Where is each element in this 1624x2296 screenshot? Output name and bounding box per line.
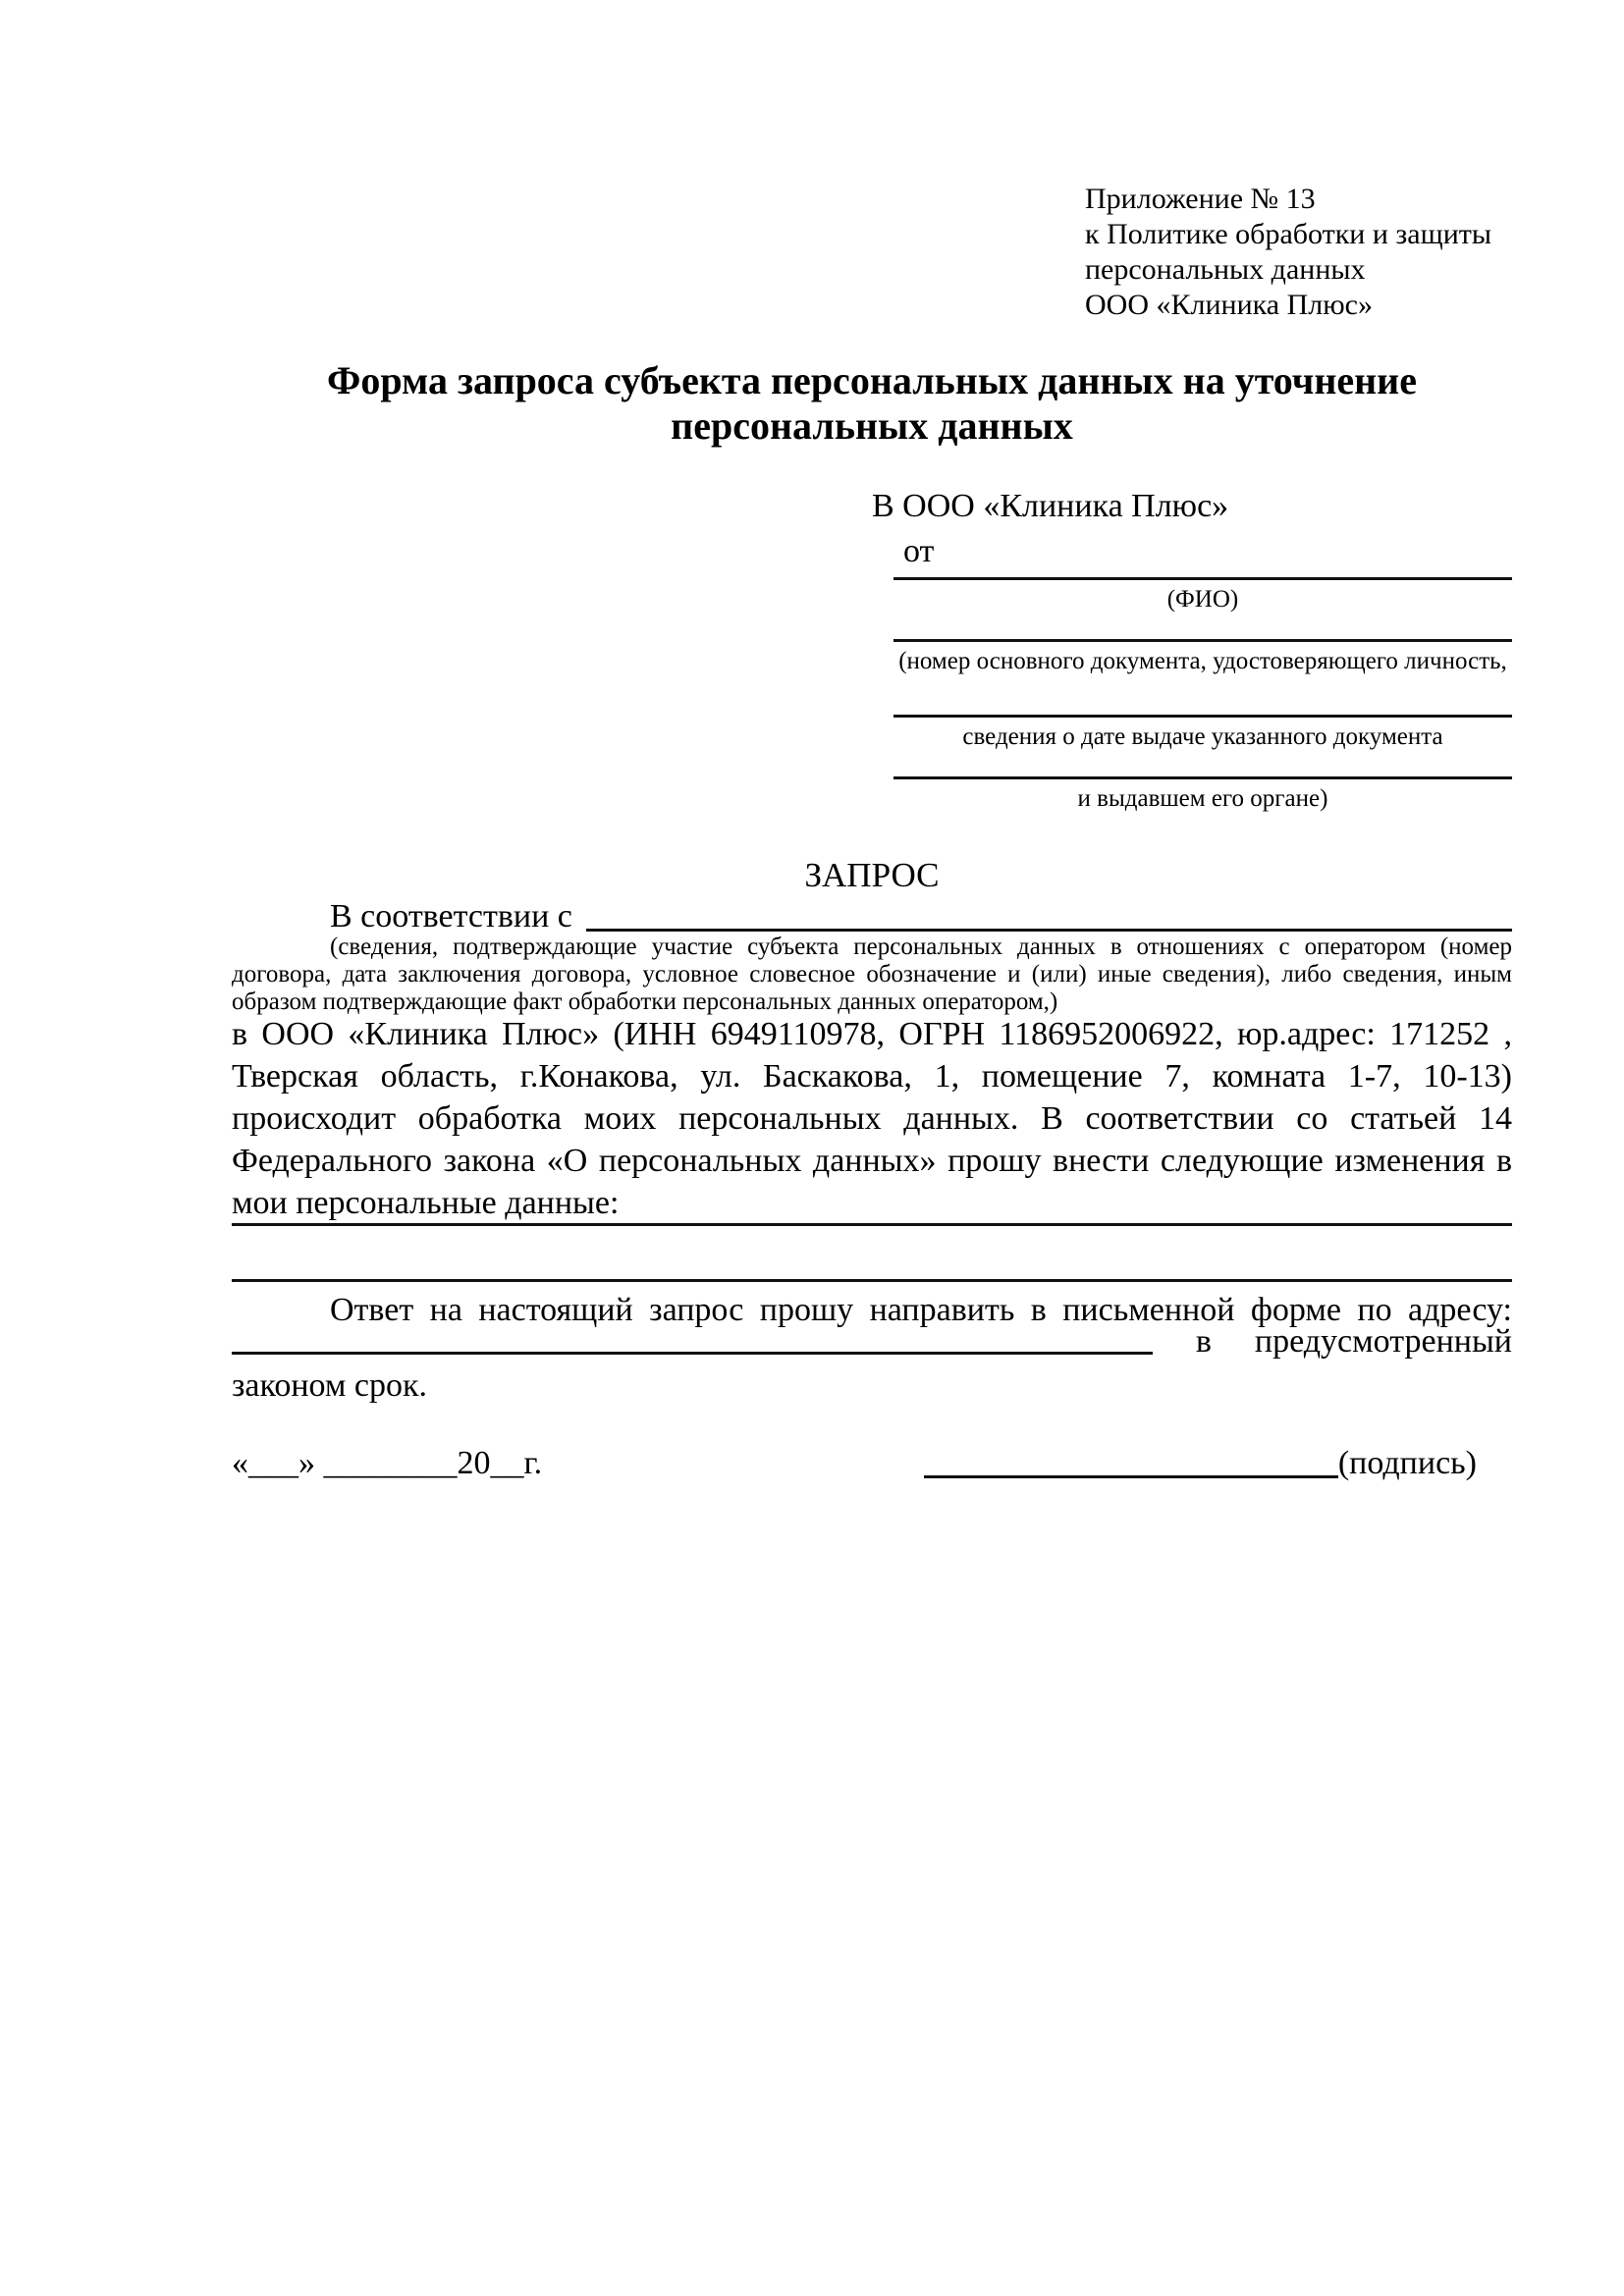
reply-sentence: Ответ на настоящий запрос прошу направить в письменной форме по адресу:: [330, 1292, 1512, 1328]
appendix-line: к Политике обработки и защиты: [1085, 218, 1492, 250]
document-title-line: персональных данных: [671, 403, 1073, 448]
appendix-block: [1085, 182, 1491, 323]
document-title-line: Форма запроса субъекта персональных данных на уточнение: [327, 358, 1417, 402]
basis-footnote: (сведения, подтверждающие участие субъекта персональных данных в отношениях с оператором (номер договора, дата заключения договора, условное словесное обозначение и (или) иные сведения), либо сведения, иным образом подтверждающие факт обработки персональных данных оператором,): [232, 934, 1512, 1015]
document-content: [232, 0, 1512, 2296]
signature-block: [924, 1441, 1477, 1486]
document-title: [232, 358, 1512, 449]
intro-row: [232, 897, 1512, 936]
signing-row: [232, 1441, 1512, 1486]
basis-fill-line: [586, 929, 1512, 932]
reply-closing: законом срок.: [232, 1367, 427, 1404]
fio-fill-line: [893, 577, 1512, 580]
issuing-authority-caption: и выдавшем его органе): [1077, 785, 1328, 812]
appendix-line: ООО «Клиника Плюс»: [1085, 289, 1373, 321]
issue-date-fill-line: [893, 715, 1512, 718]
date-fill-text: «___» ________20__г.: [232, 1445, 543, 1481]
reply-address-fill-line: [232, 1352, 1153, 1355]
addressee-to: В ООО «Клиника Плюс»: [872, 488, 1229, 524]
changes-fill-line: [232, 1223, 1512, 1226]
reply-tail-word: в: [1195, 1323, 1212, 1360]
reply-tail-word: предусмотренный: [1254, 1323, 1512, 1360]
issue-date-caption: сведения о дате выдаче указанного документа: [962, 723, 1443, 750]
document-number-caption: (номер основного документа, удостоверяющего личность,: [898, 648, 1507, 674]
fio-caption: (ФИО): [1166, 586, 1239, 613]
signature-fill-line: [924, 1475, 1338, 1478]
appendix-line: персональных данных: [1085, 253, 1366, 286]
document-number-fill-line: [893, 639, 1512, 642]
issuing-authority-fill-line: [893, 776, 1512, 779]
changes-fill-line: [232, 1279, 1512, 1282]
reply-address-row: [232, 1320, 1512, 1362]
intro-prefix: В соответствии с: [330, 898, 572, 934]
request-body: в ООО «Клиника Плюс» (ИНН 6949110978, ОГРН 1186952006922, юр.адрес: 171252 , Тверская область, г.Конакова, ул. Баскакова, 1, помещение 7, комната 1-7, 10-13) происходит обработка моих персональных данных. В соответствии со статьей 14 Федерального закона «О персональных данных» прошу внести следующие изменения в мои персональные данные:: [232, 1016, 1512, 1221]
appendix-line: Приложение № 13: [1085, 183, 1316, 215]
signature-caption: (подпись): [1337, 1445, 1477, 1481]
request-heading: ЗАПРОС: [804, 856, 940, 894]
addressee-from-label: от: [903, 533, 935, 569]
